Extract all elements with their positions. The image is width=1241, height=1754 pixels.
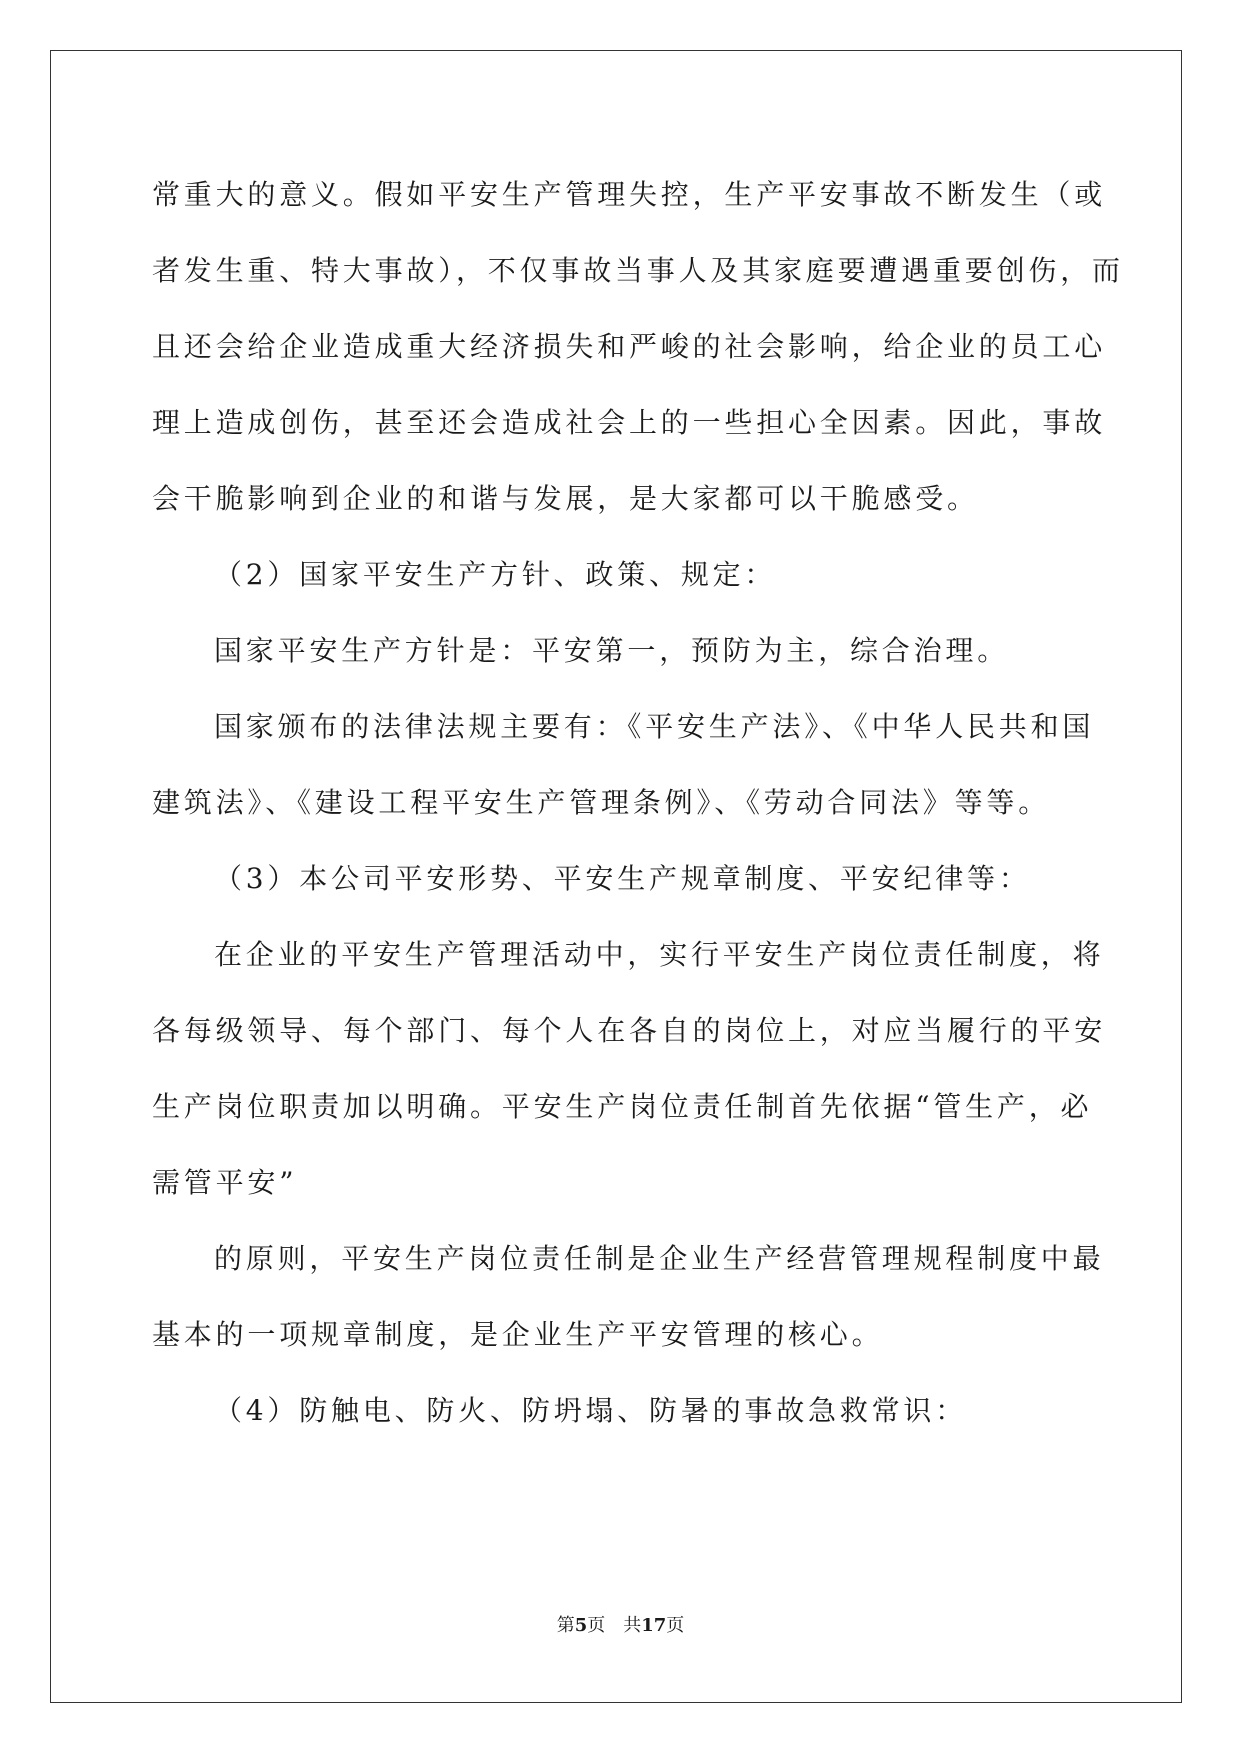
paragraph-line: 的原则，平安生产岗位责任制是企业生产经营管理规程制度中最 xyxy=(214,1242,1105,1275)
section-heading: （3）本公司平安形势、平安生产规章制度、平安纪律等： xyxy=(214,862,1031,895)
paragraph-line: 需管平安” xyxy=(152,1166,298,1199)
paragraph-line: 各每级领导、每个部门、每个人在各自的岗位上，对应当履行的平安 xyxy=(152,1014,1107,1047)
paragraph-line: 建筑法》、《建设工程平安生产管理条例》、《劳动合同法》等等。 xyxy=(152,786,1051,819)
section-heading: （2）国家平安生产方针、政策、规定： xyxy=(214,558,777,591)
paragraph-line: 理上造成创伤，甚至还会造成社会上的一些担心全因素。因此，事故 xyxy=(152,406,1107,439)
page-footer xyxy=(0,1611,1241,1637)
section-heading: （4）防触电、防火、防坍塌、防暑的事故急救常识： xyxy=(214,1394,968,1427)
paragraph-line: 在企业的平安生产管理活动中，实行平安生产岗位责任制度，将 xyxy=(214,938,1105,971)
document-body xyxy=(152,157,1124,1449)
footer-mid: 页 共 xyxy=(587,1615,642,1636)
paragraph-line: 且还会给企业造成重大经济损失和严峻的社会影响，给企业的员工心 xyxy=(152,330,1107,363)
paragraph-line: 者发生重、特大事故），不仅事故当事人及其家庭要遭遇重要创伤，而 xyxy=(152,254,1124,287)
paragraph-line: 常重大的意义。假如平安生产管理失控，生产平安事故不断发生（或 xyxy=(152,178,1107,211)
paragraph-line: 国家颁布的法律法规主要有：《平安生产法》、《中华人民共和国 xyxy=(214,710,1095,743)
current-page-number: 5 xyxy=(574,1615,588,1636)
paragraph-line: 基本的一项规章制度，是企业生产平安管理的核心。 xyxy=(152,1318,884,1351)
paragraph-line: 会干脆影响到企业的和谐与发展，是大家都可以干脆感受。 xyxy=(152,482,979,515)
paragraph-line: 国家平安生产方针是：平安第一，预防为主，综合治理。 xyxy=(214,634,1010,667)
total-page-number: 17 xyxy=(641,1615,667,1636)
footer-suffix: 页 xyxy=(666,1615,685,1636)
footer-prefix: 第 xyxy=(556,1615,575,1636)
paragraph-line: 生产岗位职责加以明确。平安生产岗位责任制首先依据“管生产，必 xyxy=(152,1090,1093,1123)
